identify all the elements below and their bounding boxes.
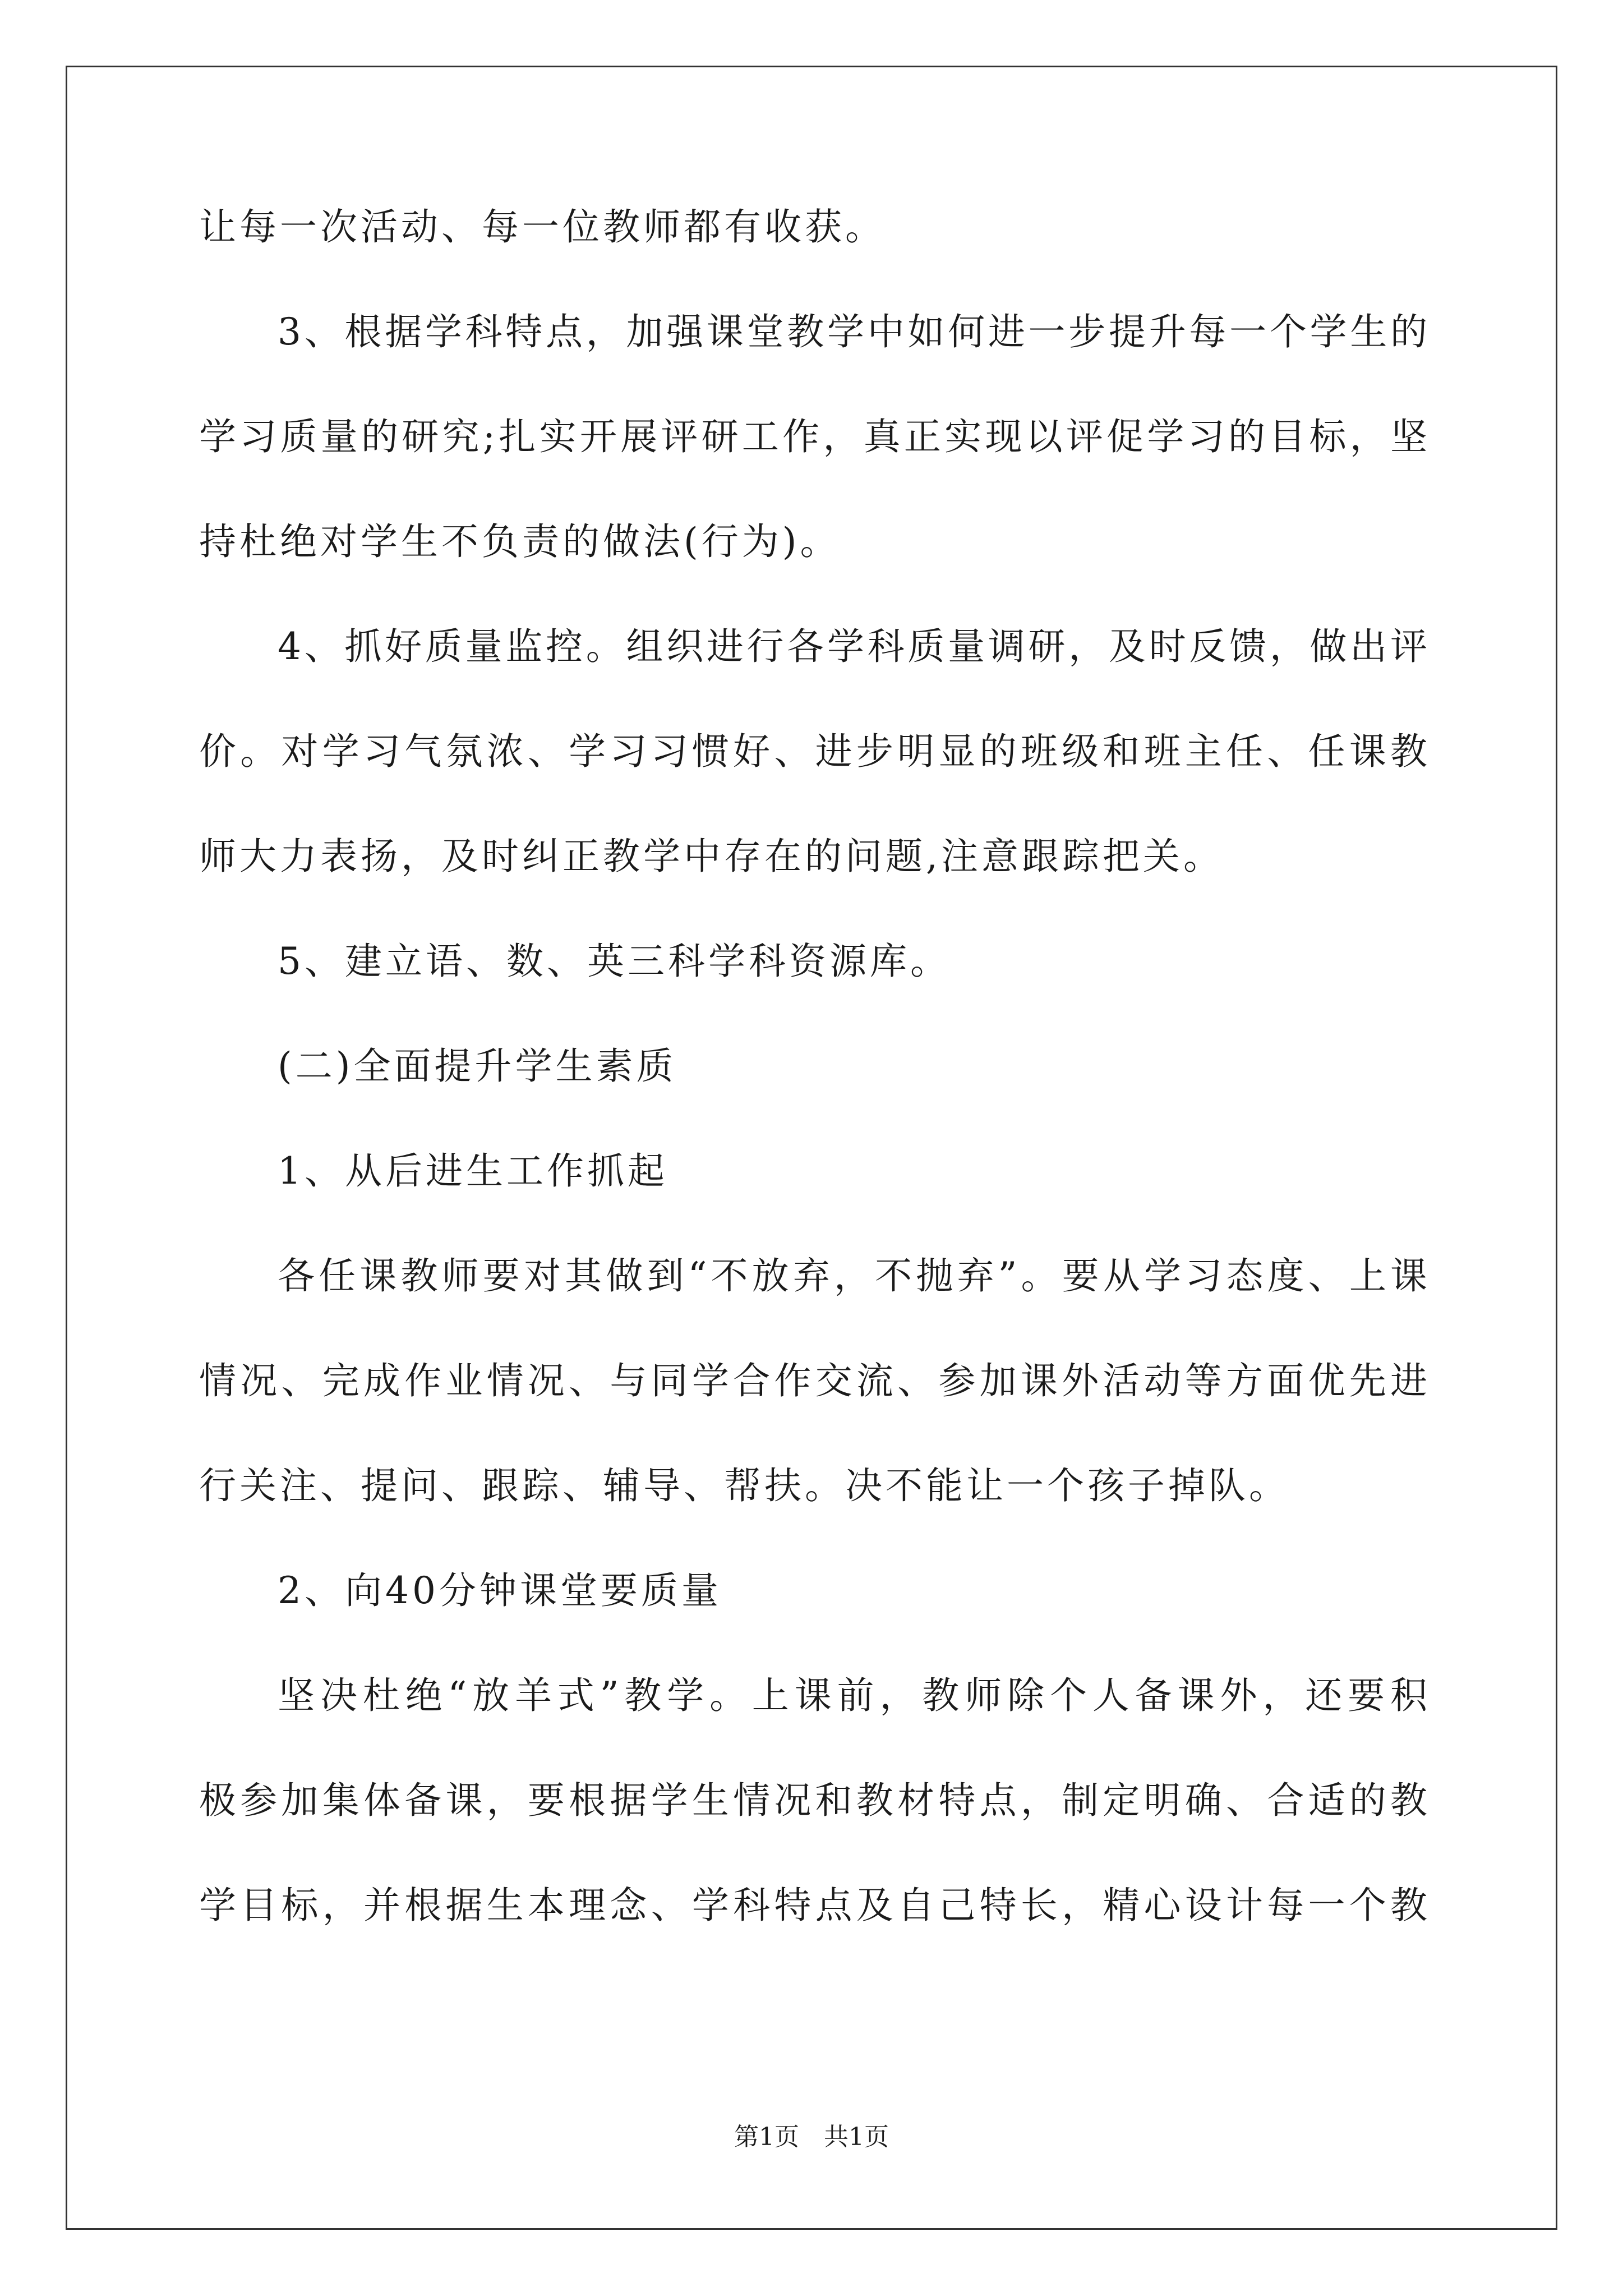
text-line: 各任课教师要对其做到“不放弃，不抛弃”。要从学习态度、上课 [278, 1254, 1427, 1297]
text-line: 5、建立语、数、英三科学科资源库。 [278, 940, 951, 983]
text-line: 让每一次活动、每一位教师都有收获。 [199, 205, 886, 249]
subsection-heading: 2、向40分钟课堂要质量 [278, 1569, 722, 1612]
text-line: 4、抓好质量监控。组织进行各学科质量调研，及时反馈，做出评 [278, 625, 1427, 668]
text-line: 持杜绝对学生不负责的做法(行为)。 [199, 520, 841, 563]
page-number: 第1页 共1页 [734, 2123, 889, 2151]
subsection-heading: 1、从后进生工作抓起 [278, 1149, 668, 1193]
text-line: 坚决杜绝“放羊式”教学。上课前，教师除个人备课外，还要积 [278, 1674, 1427, 1717]
text-line: 学目标，并根据生本理念、学科特点及自己特长，精心设计每一个教 [199, 1884, 1427, 1927]
section-heading: (二)全面提升学生素质 [278, 1045, 677, 1088]
text-line: 学习质量的研究;扎实开展评研工作，真正实现以评促学习的目标，坚 [199, 415, 1427, 458]
text-line: 价。对学习气氛浓、学习习惯好、进步明显的班级和班主任、任课教 [199, 730, 1427, 773]
text-line: 行关注、提问、跟踪、辅导、帮扶。决不能让一个孩子掉队。 [199, 1464, 1289, 1507]
text-line: 情况、完成作业情况、与同学合作交流、参加课外活动等方面优先进 [199, 1359, 1427, 1402]
text-line: 3、根据学科特点，加强课堂教学中如何进一步提升每一个学生的 [278, 310, 1427, 353]
text-line: 师大力表扬，及时纠正教学中存在的问题,注意跟踪把关。 [199, 835, 1224, 878]
text-line: 极参加集体备课，要根据学生情况和教材特点，制定明确、合适的教 [199, 1779, 1427, 1822]
